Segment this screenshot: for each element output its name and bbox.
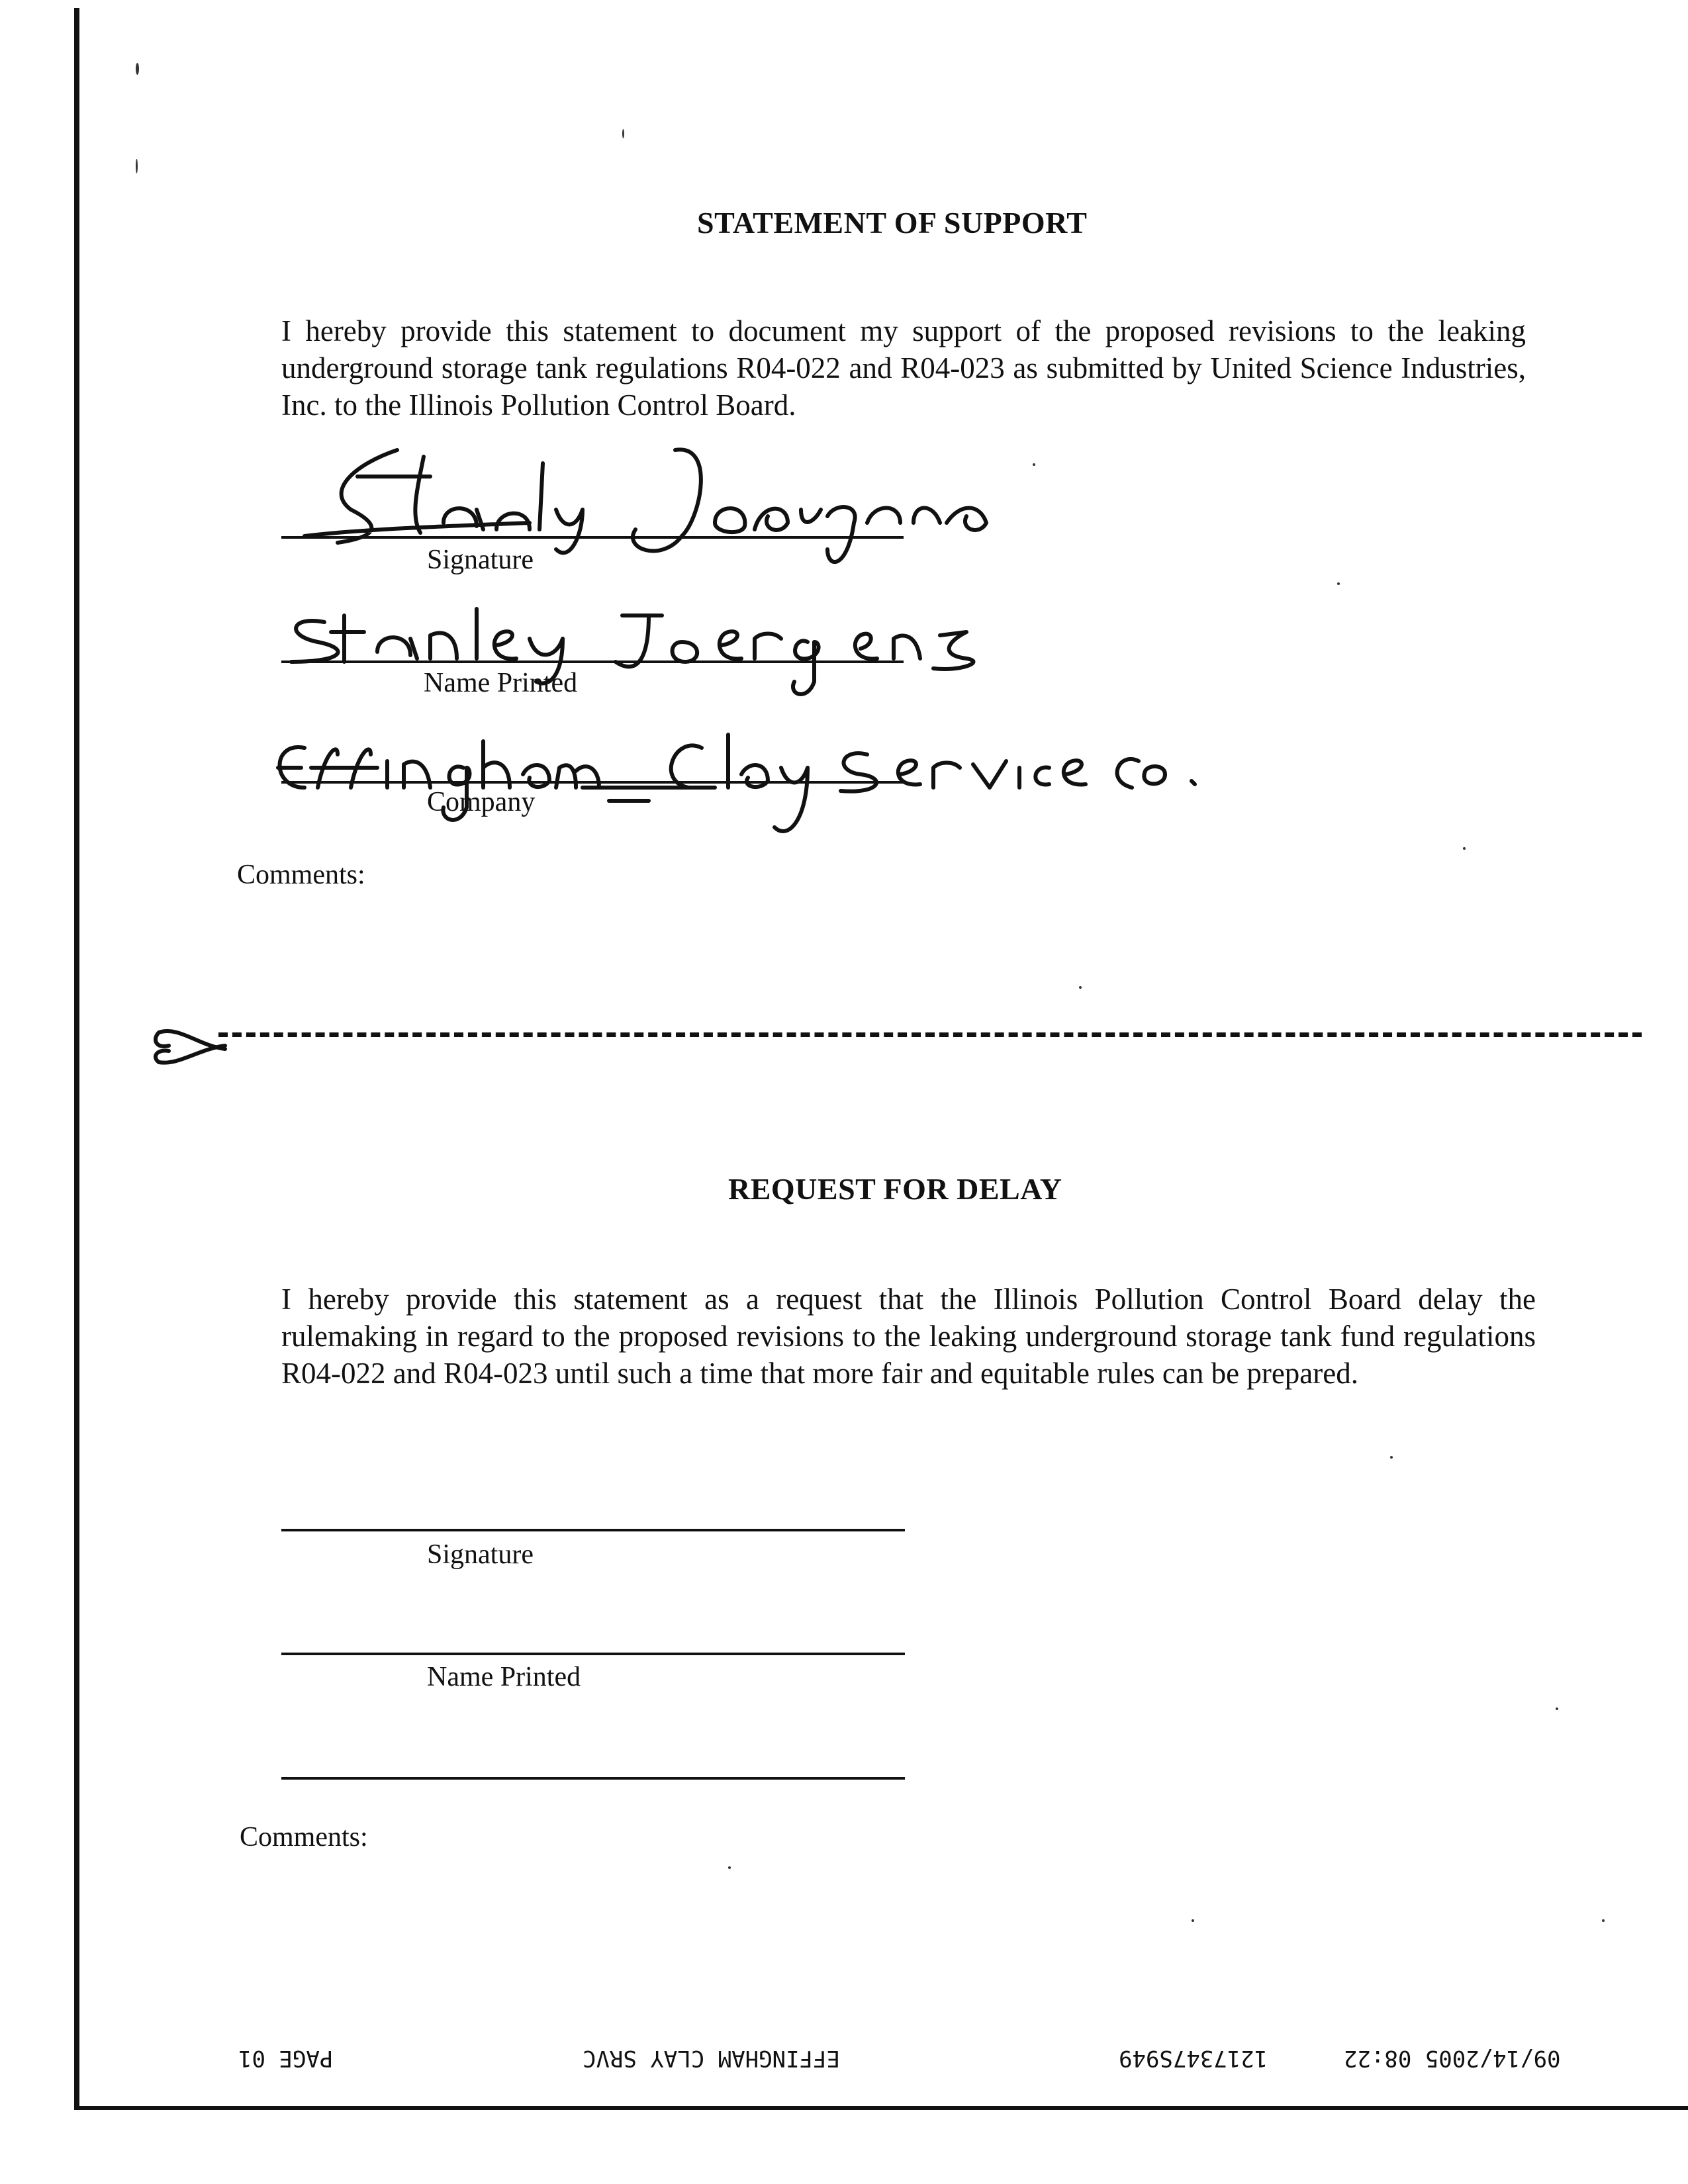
cut-line [218, 1032, 1642, 1037]
scissors-icon [152, 1019, 232, 1072]
delay-title: REQUEST FOR DELAY [728, 1172, 1062, 1206]
fax-datetime: 09/14/2005 08:22 [1344, 2045, 1561, 2071]
support-company-label: Company [427, 787, 536, 817]
scan-speck [136, 159, 138, 173]
support-company-line [281, 781, 904, 784]
scan-speck [1390, 1456, 1393, 1459]
scan-speck [136, 63, 139, 75]
scan-speck [1463, 847, 1466, 850]
scan-speck [1602, 1919, 1605, 1922]
scan-speck [622, 129, 624, 138]
delay-signature-line [281, 1529, 905, 1531]
support-statement: I hereby provide this statement to document my support of the proposed revisions to the leaking underground storage tank regulations R04-022 and R04-023 as submitted by United Science Industries, Inc. to the Illinois Pollution Control Board. [281, 314, 1526, 422]
delay-name-printed-label: Name Printed [427, 1662, 581, 1692]
scan-speck [1556, 1707, 1558, 1710]
scan-speck [728, 1866, 731, 1869]
support-signature-label: Signature [427, 545, 534, 575]
delay-signature-label: Signature [427, 1539, 534, 1570]
support-name-printed-label: Name Printed [424, 668, 578, 698]
scan-speck [1079, 986, 1082, 989]
fax-page-number: PAGE 01 [238, 2045, 334, 2071]
delay-statement: I hereby provide this statement as a request that the Illinois Pollution Control Board delay the rulemaking in regard to the proposed revisions to the leaking underground storage tank fund regulations R04-022 and R04-023 until such a time that more fair and equitable rules can be prepared. [281, 1283, 1536, 1390]
support-name-printed-line [281, 660, 904, 663]
scan-speck [1033, 463, 1035, 466]
handwritten-signature [278, 437, 1139, 569]
scan-speck [1337, 582, 1340, 585]
fax-number: 1217347S949 [1119, 2045, 1268, 2071]
support-signature-line [281, 536, 904, 539]
support-comments-label: Comments: [237, 860, 365, 890]
support-title: STATEMENT OF SUPPORT [697, 206, 1088, 240]
delay-company-line [281, 1777, 905, 1780]
fax-sender: EFFINGHAM CLAY SRVC [583, 2045, 840, 2071]
scan-speck [1192, 1919, 1194, 1922]
delay-name-printed-line [281, 1653, 905, 1655]
delay-comments-label: Comments: [240, 1822, 368, 1852]
